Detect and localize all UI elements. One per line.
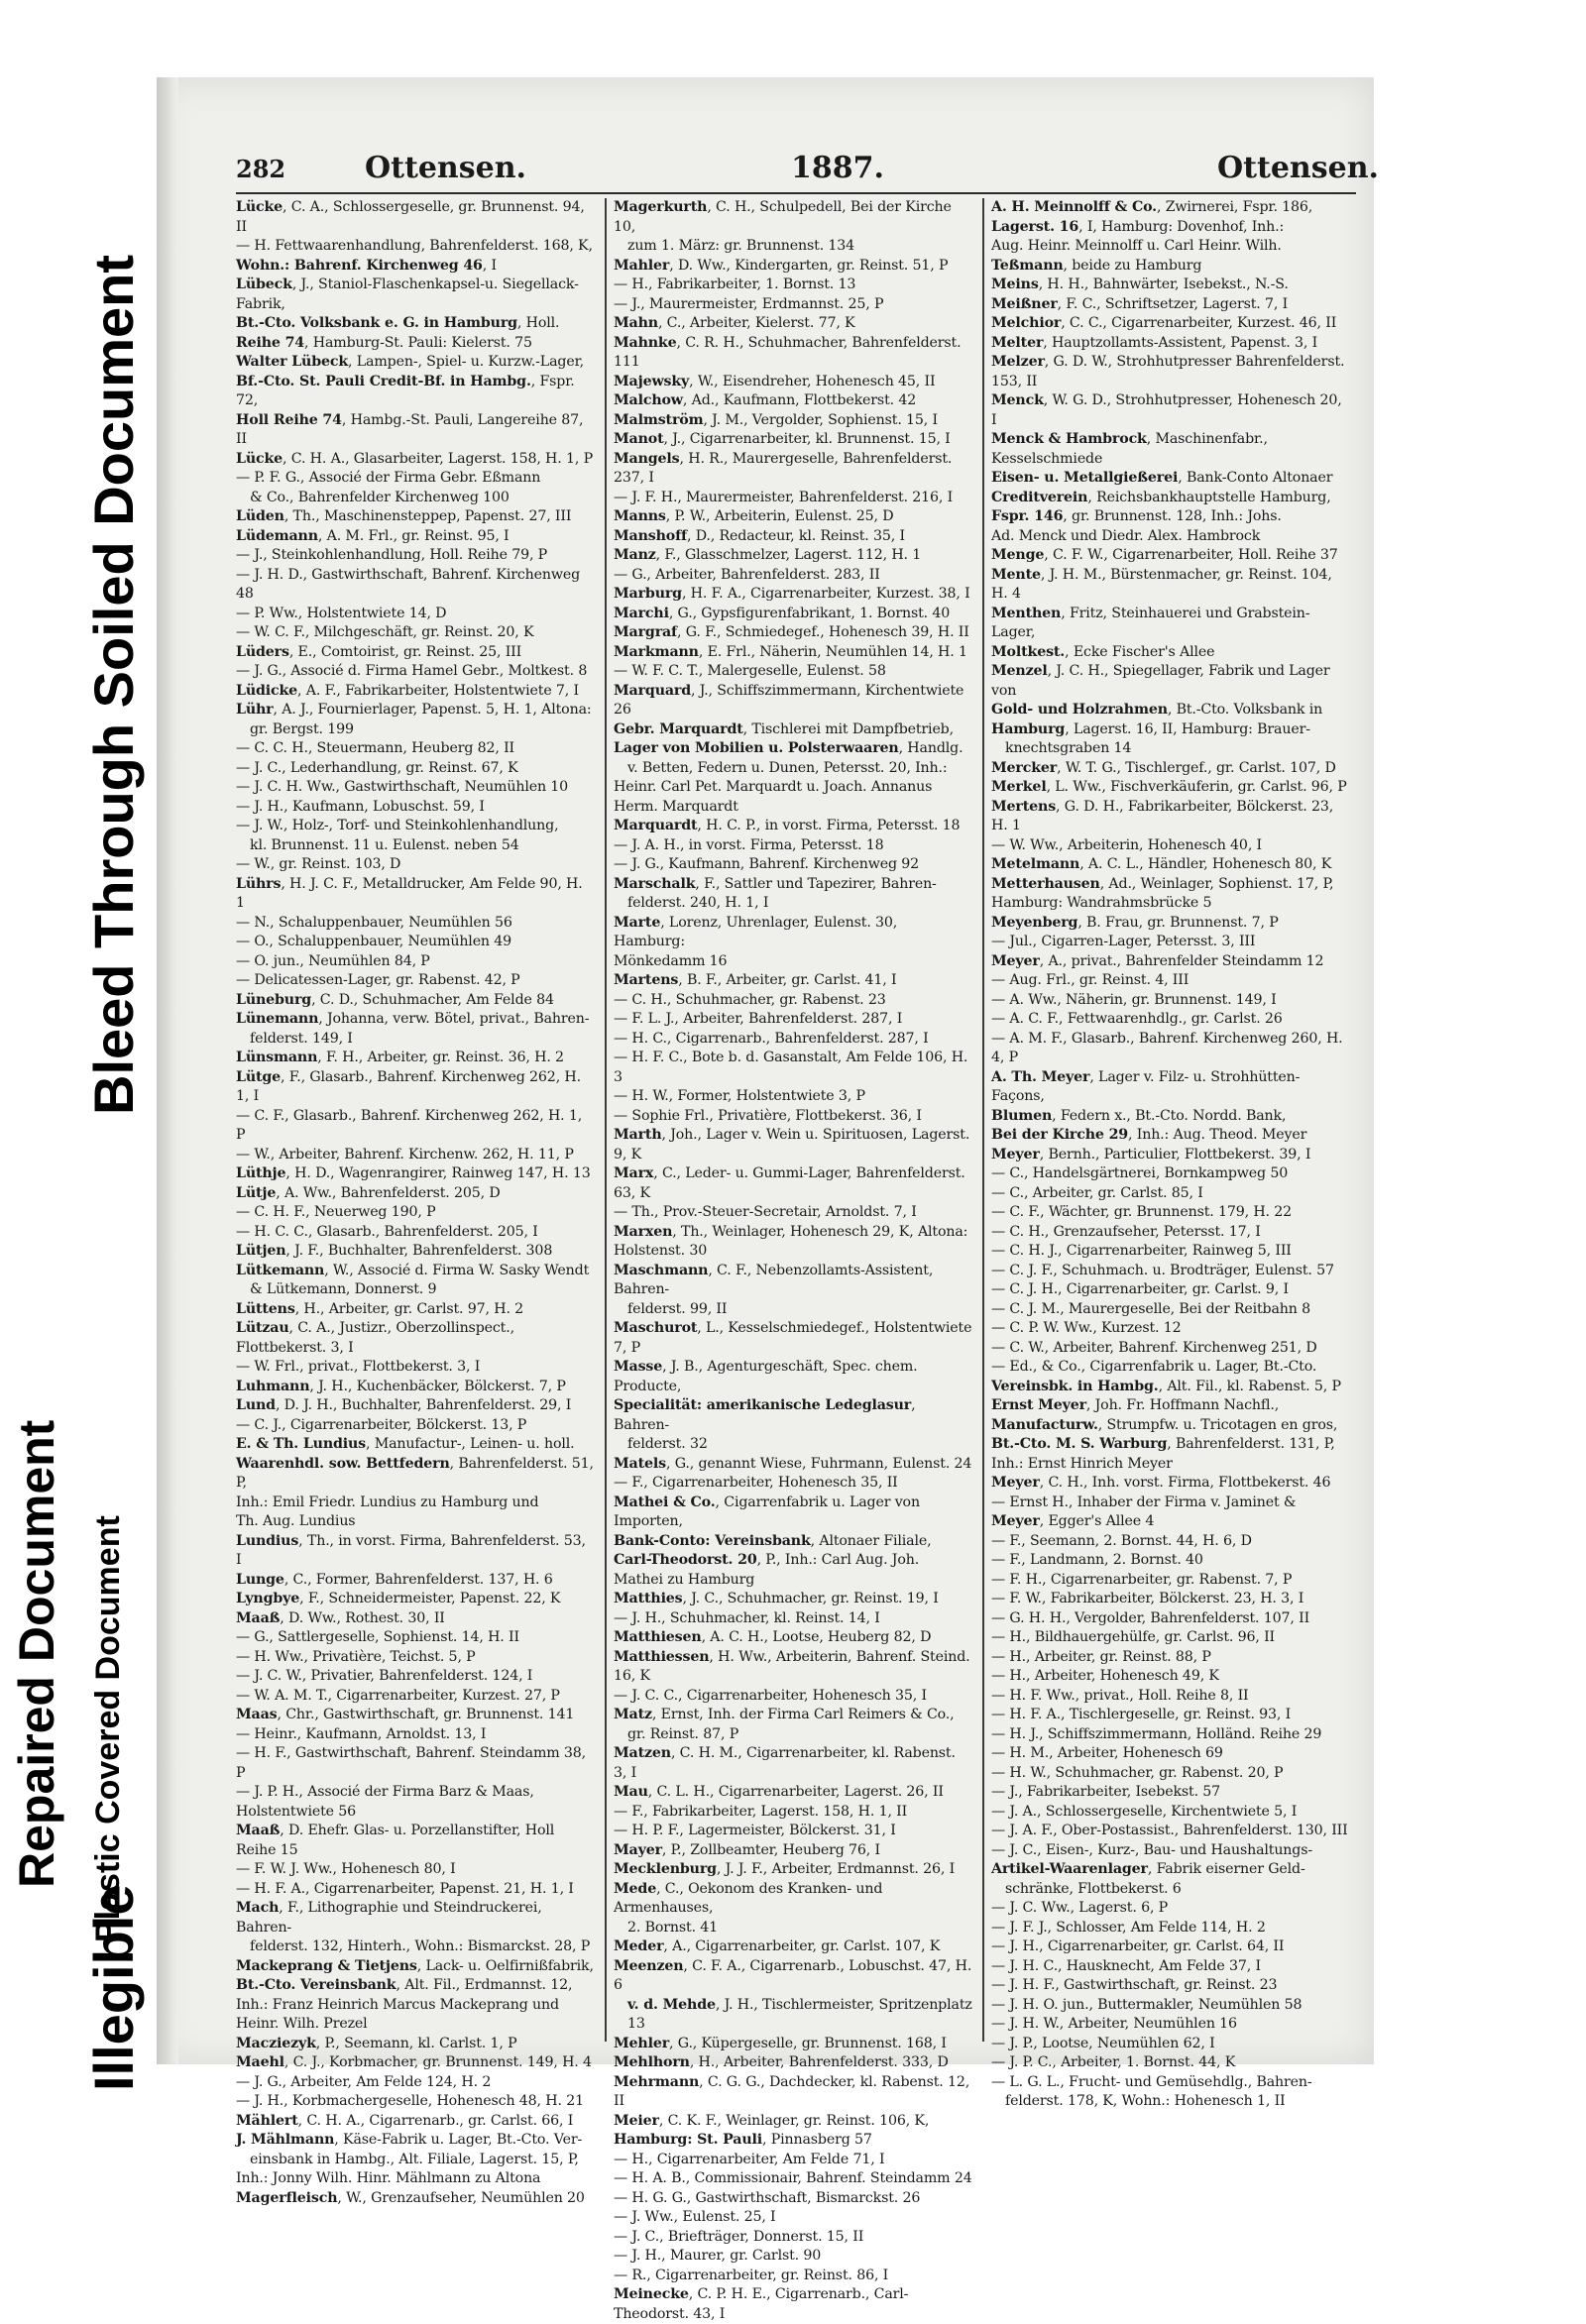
directory-entry-line: J. Mählmann, Käse-Fabrik u. Lager, Bt.-Cto. Ver- (236, 2132, 583, 2148)
directory-entry-line: — J. H. O. jun., Buttermakler, Neumühlen 58 (991, 1996, 1303, 2013)
directory-entry-line: Marquardt, H. C. P., in vorst. Firma, Petersst. 18 (614, 818, 961, 833)
directory-entry-line: Marth, Joh., Lager v. Wein u. Spirituosen, Lagerst. 9, K (614, 1127, 970, 1162)
directory-entry-line: — H., Cigarrenarbeiter, Am Felde 71, I (614, 2151, 885, 2167)
directory-entry-line: Lüdemann, A. M. Frl., gr. Reinst. 95, I (236, 527, 510, 544)
directory-entry-line: 2. Bornst. 41 (627, 1919, 719, 1936)
directory-entry-line: — J. P., Lootse, Neumühlen 62, I (991, 2035, 1215, 2051)
directory-entry-line: Lüneburg, C. D., Schuhmacher, Am Felde 84 (236, 991, 554, 1008)
directory-entry-line: — J. C., Eisen-, Kurz-, Bau- und Haushaltungs- (991, 1841, 1313, 1858)
directory-entry-line: — H. A. B., Commissionair, Bahrenf. Steindamm 24 (614, 2170, 972, 2186)
directory-entry-line: Mathei zu Hamburg (614, 1571, 755, 1588)
directory-entry-line: Manufacturw., Strumpfw. u. Tricotagen en gros, (991, 1416, 1338, 1433)
directory-entry-line: Magerkurth, C. H., Schulpedell, Bei der Kirche 10, (614, 199, 952, 235)
directory-entry-line: — H. C., Cigarrenarb., Bahrenfelderst. 287, I (614, 1030, 929, 1047)
directory-entry-line: Luhmann, J. H., Kuchenbäcker, Bölckerst. 7, P (236, 1378, 566, 1394)
directory-entry-line: — J. C. W., Privatier, Bahrenfelderst. 124, I (236, 1668, 533, 1684)
directory-entry-line: Marx, C., Leder- u. Gummi-Lager, Bahrenfelderst. 63, K (614, 1165, 965, 1201)
directory-entry-line: Metelmann, A. C. L., Händler, Hohenesch 80, K (991, 856, 1332, 872)
directory-entry-line: — A. C. F., Fettwaarenhdlg., gr. Carlst. 26 (991, 1011, 1283, 1027)
directory-entry-line: — F. H., Cigarrenarbeiter, gr. Rabenst. 7, P (991, 1571, 1293, 1588)
directory-entry-line: Meinecke, C. P. H. E., Cigarrenarb., Carl-Theodorst. 43, I (614, 2286, 909, 2322)
directory-entry-line: Herm. Marquardt (614, 798, 738, 815)
page-header (236, 143, 1379, 185)
directory-entry-line: — W., gr. Reinst. 103, D (236, 856, 401, 872)
directory-entry-line: Inh.: Franz Heinrich Marcus Mackeprang und (236, 1996, 559, 2013)
directory-entry-line: Marte, Lorenz, Uhrenlager, Eulenst. 30, Hamburg: (614, 914, 898, 949)
directory-entry-line: einsbank in Hambg., Alt. Filiale, Lagerst. 15, P, (250, 2151, 579, 2167)
directory-entry-line: Lyngbye, F., Schneidermeister, Papenst. 22, K (236, 1591, 561, 1606)
directory-entry-line: — J. H. F., Gastwirthschaft, gr. Reinst. 23 (991, 1977, 1278, 1993)
directory-entry-line: Lüdicke, A. F., Fabrikarbeiter, Holstentwiete 7, I (236, 682, 579, 699)
directory-entry-line: Melchior, C. C., Cigarrenarbeiter, Kurzest. 46, II (991, 315, 1337, 331)
directory-entry-line: Meyer, A., privat., Bahrenfelder Steindamm 12 (991, 952, 1324, 969)
directory-entry-line: Marchi, G., Gypsfigurenfabrikant, 1. Bornst. 40 (614, 605, 951, 621)
directory-entry-line: gr. Reinst. 87, P (627, 1725, 739, 1742)
directory-entry-line: Maaß, D. Ww., Rothest. 30, II (236, 1609, 445, 1626)
directory-entry-line: Mangels, H. R., Maurergeselle, Bahrenfelderst. 237, I (614, 450, 953, 486)
directory-entry-line: schränke, Flottbekerst. 6 (1005, 1880, 1182, 1897)
directory-entry-line: Carl-Theodorst. 20, P., Inh.: Carl Aug. Joh. (614, 1552, 920, 1568)
directory-entry-line: Lütkemann, W., Associé d. Firma W. Sasky Wendt (236, 1262, 590, 1278)
directory-entry-line: Bank-Conto: Vereinsbank, Altonaer Filiale, (614, 1532, 932, 1549)
directory-entry-line: & Co., Bahrenfelder Kirchenweg 100 (250, 489, 510, 505)
directory-entry-line: Lühr, A. J., Fournierlager, Papenst. 5, H. 1, Altona: (236, 702, 592, 718)
directory-entry-line: — H., Bildhauergehülfe, gr. Carlst. 96, II (991, 1629, 1275, 1645)
directory-entry-line: Inh.: Emil Friedr. Lundius zu Hamburg und (236, 1494, 539, 1510)
directory-entry-line: Holstentwiete 56 (236, 1803, 357, 1820)
directory-entry-line: — C. P. W. Ww., Kurzest. 12 (991, 1320, 1182, 1336)
directory-entry-line: — H. J., Schiffszimmermann, Holländ. Reihe 29 (991, 1725, 1322, 1742)
directory-entry-line: Meyer, Egger's Allee 4 (991, 1513, 1155, 1529)
directory-entry-line: Masse, J. B., Agenturgeschäft, Spec. chem. Producte, (614, 1359, 918, 1394)
directory-entry-line: Meyer, C. H., Inh. vorst. Firma, Flottbekerst. 46 (991, 1475, 1331, 1491)
scanned-page (157, 77, 1379, 2322)
directory-entry-line: — F., Seemann, 2. Bornst. 44, H. 6, D (991, 1532, 1252, 1549)
directory-entry-line: v. Betten, Federn u. Dunen, Petersst. 20, Inh.: (627, 759, 948, 776)
directory-entry-line: Th. Aug. Lundius (236, 1513, 356, 1529)
directory-entry-line: — W. A. M. T., Cigarrenarbeiter, Kurzest. 27, P (236, 1687, 560, 1704)
directory-entry-line: & Lütkemann, Donnerst. 9 (250, 1281, 437, 1297)
header-left-title: Ottensen. (365, 151, 526, 185)
directory-entry-line: — J. H., Maurer, gr. Carlst. 90 (614, 2248, 822, 2264)
directory-entry-line: Margraf, G. F., Schmiedegef., Hohenesch 39, H. II (614, 624, 969, 640)
directory-entry-line: Lüden, Th., Maschinensteppер, Papenst. 27, III (236, 508, 572, 524)
directory-entry-line: Menge, C. F. W., Cigarrenarbeiter, Holl. Reihe 37 (991, 547, 1338, 563)
directory-entry-line: Macziezyk, P., Seemann, kl. Carlst. 1, P (236, 2035, 517, 2051)
directory-entry-line: — W. F. C. T., Malergeselle, Eulenst. 58 (614, 663, 886, 679)
directory-entry-line: Meißner, F. C., Schriftsetzer, Lagerst. 7, I (991, 295, 1289, 312)
directory-entry-line: Melzer, G. D. W., Strohhutpresser Bahrenfelderst. 153, II (991, 354, 1345, 389)
directory-entry-line: Lunge, C., Former, Bahrenfelderst. 137, H. 6 (236, 1571, 553, 1588)
header-year: 1887. (791, 151, 884, 185)
directory-entry-line: Meder, A., Cigarrenarbeiter, gr. Carlst. 107, K (614, 1938, 941, 1954)
directory-entry-line: v. d. Mehde, J. H., Tischlermeister, Spritzenplatz 13 (627, 1996, 972, 2032)
directory-entry-line: Mach, F., Lithographie und Steindruckerei, Bahren- (236, 1900, 542, 1936)
directory-entry-line: Maaß, D. Ehefr. Glas- u. Porzellanstifter, Holl Reihe 15 (236, 1823, 555, 1858)
directory-entry-line: Blumen, Federn x., Bt.-Cto. Nordd. Bank, (991, 1107, 1287, 1124)
directory-entry-line: — H., Arbeiter, gr. Reinst. 88, P (991, 1648, 1211, 1665)
directory-entry-line: — H. F. A., Cigarrenarbeiter, Papenst. 21, H. 1, I (236, 1880, 574, 1897)
directory-entry-line: — J. H. D., Gastwirthschaft, Bahrenf. Kirchenweg 48 (236, 566, 581, 602)
directory-entry-line: Fspr. 146, gr. Brunnenst. 128, Inh.: Johs. (991, 508, 1282, 524)
directory-entry-line: Mecklenburg, J. J. F., Arbeiter, Erdmannst. 26, I (614, 1861, 956, 1877)
directory-entry-line: — F., Landmann, 2. Bornst. 40 (991, 1552, 1203, 1568)
directory-entry-line: Lütge, F., Glasarb., Bahrenf. Kirchenweg 262, H. 1, I (236, 1068, 581, 1104)
directory-entry-line: Mehler, G., Küpergeselle, gr. Brunnenst. 168, I (614, 2035, 947, 2051)
directory-entry-line: — N., Schaluppenbauer, Neumühlen 56 (236, 914, 512, 931)
directory-entry-line: Maehl, C. J., Korbmacher, gr. Brunnenst. 149, H. 4 (236, 2054, 592, 2070)
directory-entry-line: Lünsmann, F. H., Arbeiter, gr. Reinst. 36, H. 2 (236, 1050, 564, 1065)
directory-entry-line: Hamburg: St. Pauli, Pinnasberg 57 (614, 2132, 872, 2148)
page-binding-edge (157, 77, 178, 2064)
directory-entry-line: — C. H., Schuhmacher, gr. Rabenst. 23 (614, 991, 886, 1008)
directory-entry-line: — H. W., Schuhmacher, gr. Rabenst. 20, P (991, 1764, 1284, 1781)
directory-entry-line: Menzel, J. C. H., Spiegellager, Fabrik und Lager von (991, 663, 1330, 699)
directory-entry-line: — J. W., Holz-, Torf- und Steinkohlenhandlung, (236, 818, 559, 833)
directory-entry-line: Matels, G., genannt Wiese, Fuhrmann, Eulenst. 24 (614, 1455, 972, 1472)
directory-entry-line: Vereinsbk. in Hambg., Alt. Fil., kl. Rabenst. 5, P (991, 1378, 1341, 1394)
directory-entry-line: Lundius, Th., in vorst. Firma, Bahrenfelderst. 53, I (236, 1532, 586, 1568)
directory-entry-line: Gebr. Marquardt, Tischlerei mit Dampfbetrieb, (614, 720, 954, 737)
directory-entry-line: Artikel-Waarenlager, Fabrik eiserner Geld- (991, 1861, 1305, 1877)
directory-entry-line: Lücke, C. H. A., Glasarbeiter, Lagerst. 158, H. 1, P (236, 450, 593, 467)
directory-entry-line: — C., Arbeiter, gr. Carlst. 85, I (991, 1184, 1203, 1201)
directory-entry-line: — H. C. C., Glasarb., Bahrenfelderst. 205, I (236, 1223, 538, 1240)
directory-entry-line: — J. Ww., Eulenst. 25, I (614, 2209, 776, 2225)
directory-entry-line: Holstenst. 30 (614, 1243, 708, 1259)
header-right-title: Ottensen. (1217, 151, 1379, 185)
label-plastic-covered-document: Plastic Covered Document (89, 1515, 127, 1942)
directory-entry-line: — J. H., Korbmachergeselle, Hohenesch 48, H. 21 (236, 2093, 584, 2109)
directory-entry-line: felderst. 132, Hinterh., Wohn.: Bismarckst. 28, P (250, 1938, 591, 1954)
directory-entry-line: Lücke, C. A., Schlossergeselle, gr. Brunnenst. 94, II (236, 199, 585, 235)
directory-entry-line: felderst. 240, H. 1, I (627, 895, 769, 911)
directory-entry-line: — F. L. J., Arbeiter, Bahrenfelderst. 287, I (614, 1011, 903, 1027)
directory-entry-line: A. H. Meinnolff & Co., Zwirnerei, Fspr. 186, (991, 199, 1313, 215)
directory-entry-line: — O. jun., Neumühlen 84, P (236, 952, 430, 969)
directory-entry-line: Lünemann, Johanna, verw. Bötel, privat., Bahren- (236, 1011, 590, 1027)
directory-entry-line: — L. G. L., Frucht- und Gemüsehdlg., Bahren- (991, 2073, 1312, 2090)
directory-entry-line: — J. A. F., Ober-Postassist., Bahrenfelderst. 130, III (991, 1823, 1348, 1838)
directory-entry-line: — F., Fabrikarbeiter, Lagerst. 158, H. 1, II (614, 1803, 908, 1820)
directory-entry-line: kl. Brunnenst. 11 u. Eulenst. neben 54 (250, 836, 519, 853)
directory-entry-line: Mahnke, C. R. H., Schuhmacher, Bahrenfelderst. 111 (614, 334, 962, 370)
directory-entry-line: — H. Fettwaarenhandlung, Bahrenfelderst. 168, K, (236, 238, 593, 254)
directory-entry-line: Mayer, P., Zollbeamter, Heuberg 76, I (614, 1841, 880, 1858)
directory-entry-line: — C., Handelsgärtnerei, Bornkampweg 50 (991, 1165, 1289, 1181)
directory-entry-line: — H. W., Former, Holstentwiete 3, P (614, 1088, 865, 1104)
column-divider (605, 198, 607, 2042)
directory-entry-line: Marquard, J., Schiffszimmermann, Kirchentwiete 26 (614, 682, 964, 718)
directory-column-1 (236, 198, 595, 2206)
directory-entry-line: Walter Lübeck, Lampen-, Spiel- u. Kurzw.-Lager, (236, 354, 584, 370)
directory-entry-line: — H. F. Ww., privat., Holl. Reihe 8, II (991, 1687, 1249, 1704)
directory-entry-line: — J. F. H., Maurermeister, Bahrenfelderst. 216, I (614, 489, 954, 505)
directory-entry-line: — H. P. F., Lagermeister, Bölckerst. 31, I (614, 1823, 896, 1838)
directory-entry-line: Inh.: Jonny Wilh. Hinr. Mählmann zu Altona (236, 2170, 541, 2186)
directory-entry-line: Maschmann, C. F., Nebenzollamts-Assistent, Bahren- (614, 1262, 934, 1297)
directory-entry-line: — Th., Prov.-Steuer-Secretair, Arnoldst. 7, I (614, 1204, 917, 1220)
directory-entry-line: Meier, C. K. F., Weinlager, gr. Reinst. 106, K, (614, 2112, 930, 2129)
directory-column-3 (991, 198, 1350, 2109)
directory-entry-line: — C. F., Glasarb., Bahrenf. Kirchenweg 262, H. 1, P (236, 1107, 583, 1143)
directory-entry-line: — G., Arbeiter, Bahrenfelderst. 283, II (614, 566, 880, 583)
directory-entry-line: — J. C. Ww., Lagerst. 6, P (991, 1900, 1169, 1916)
directory-entry-line: — F. W., Fabrikarbeiter, Bölckerst. 23, H. 3, I (991, 1591, 1304, 1606)
directory-entry-line: Malmström, J. M., Vergolder, Sophienst. 15, I (614, 411, 938, 428)
directory-entry-line: Lüthje, H. D., Wagenrangirer, Rainweg 147, H. 13 (236, 1165, 591, 1181)
directory-entry-line: — C. J. H., Cigarrenarbeiter, gr. Carlst. 9, I (991, 1281, 1289, 1297)
directory-entry-line: Manshoff, D., Redacteur, kl. Reinst. 35, I (614, 527, 905, 544)
directory-entry-line: — P. F. G., Associé der Firma Gebr. Eßmann (236, 470, 541, 486)
directory-entry-line: Specialität: amerikanische Ledeglasur, Bahren- (614, 1397, 916, 1433)
directory-entry-line: Bf.-Cto. St. Pauli Credit-Bf. in Hambg., Fspr. 72, (236, 373, 575, 408)
directory-entry-line: — H. M., Arbeiter, Hohenesch 69 (991, 1745, 1223, 1761)
directory-entry-line: — J. P. H., Associé der Firma Barz & Maas, (236, 1784, 534, 1800)
directory-entry-line: — P. Ww., Holstentwiete 14, D (236, 605, 447, 621)
directory-entry-line: — J. P. C., Arbeiter, 1. Bornst. 44, K (991, 2054, 1236, 2070)
directory-entry-line: Marxen, Th., Weinlager, Hohenesch 29, K, Altona: (614, 1223, 968, 1240)
directory-entry-line: — C. J., Cigarrenarbeiter, Bölckerst. 13, P (236, 1416, 527, 1433)
directory-entry-line: Heinr. Carl Pet. Marquardt u. Joach. Annanus (614, 779, 933, 795)
directory-entry-line: — J. C. C., Cigarrenarbeiter, Hohenesch 35, I (614, 1687, 927, 1704)
directory-entry-line: Magerfleisch, W., Grenzaufseher, Neumühlen 20 (236, 2189, 585, 2206)
directory-entry-line: — J. G., Arbeiter, Am Felde 124, H. 2 (236, 2073, 492, 2090)
directory-entry-line: — J. C., Briefträger, Donnerst. 15, II (614, 2228, 864, 2245)
directory-entry-line: Lagerst. 16, I, Hamburg: Dovenhof, Inh.: (991, 218, 1285, 235)
directory-entry-line: Mente, J. H. M., Bürstenmacher, gr. Reinst. 104, H. 4 (991, 566, 1332, 602)
directory-entry-line: Majewsky, W., Eisendreher, Hohenesch 45, II (614, 373, 936, 389)
directory-entry-line: — H. F., Gastwirthschaft, Bahrenf. Steindamm 38, P (236, 1745, 587, 1781)
directory-entry-line: Mackeprang & Tietjens, Lack- u. Oelfirnißfabrik, (236, 1957, 594, 1974)
directory-entry-line: Matthiessen, H. Ww., Arbeiterin, Bahrenf. Steind. 16, K (614, 1648, 970, 1684)
directory-entry-line: knechtsgraben 14 (1005, 740, 1132, 756)
directory-entry-line: Menthen, Fritz, Steinhauerei und Grabstein-Lager, (991, 605, 1310, 640)
directory-entry-line: Moltkest., Ecke Fischer's Allee (991, 643, 1215, 660)
directory-entry-line: — Ernst H., Inhaber der Firma v. Jaminet & (991, 1494, 1297, 1510)
page-number: 282 (236, 155, 286, 183)
column-divider (982, 198, 984, 2042)
directory-entry-line: — G., Sattlergeselle, Sophienst. 14, H. II (236, 1629, 519, 1645)
directory-entry-line: felderst. 32 (627, 1436, 708, 1452)
directory-entry-line: Metterhausen, Ad., Weinlager, Sophienst. 17, P, (991, 875, 1334, 892)
directory-entry-line: Mehlhorn, H., Arbeiter, Bahrenfelderst. 333, D (614, 2054, 949, 2070)
directory-entry-line: Meins, H. H., Bahnwärter, Isebekst., N.-S. (991, 277, 1289, 292)
directory-entry-line: felderst. 99, II (627, 1300, 728, 1317)
directory-entry-line: Bei der Kirche 29, Inh.: Aug. Theod. Meyer (991, 1127, 1307, 1143)
directory-entry-line: — Aug. Frl., gr. Reinst. 4, III (991, 972, 1190, 988)
directory-entry-line: Hamburg, Lagerst. 16, II, Hamburg: Brauer- (991, 720, 1310, 737)
directory-entry-line: Heinr. Wilh. Prezel (236, 2016, 368, 2032)
directory-entry-line: — J. C., Lederhandlung, gr. Reinst. 67, K (236, 759, 518, 776)
directory-entry-line: Lützau, C. A., Justizr., Oberzollinspect., Flottbekerst. 3, I (236, 1320, 514, 1356)
directory-entry-line: Reihe 74, Hamburg-St. Pauli: Kielerst. 75 (236, 334, 532, 351)
directory-entry-line: — A. M. F., Glasarb., Bahrenf. Kirchenweg 260, H. 4, P (991, 1030, 1343, 1065)
directory-entry-line: — C. J. F., Schuhmach. u. Brodträger, Eulenst. 57 (991, 1262, 1334, 1278)
directory-entry-line: Mertens, G. D. H., Fabrikarbeiter, Bölckerst. 23, H. 1 (991, 798, 1334, 833)
directory-entry-line: Malchow, Ad., Kaufmann, Flottbekerst. 42 (614, 392, 917, 408)
directory-entry-line: — Delicatessen-Lager, gr. Rabenst. 42, P (236, 972, 520, 988)
header-rule (236, 192, 1356, 194)
directory-entry-line: zum 1. März: gr. Brunnenst. 134 (627, 238, 855, 254)
directory-entry-line: Merkel, L. Ww., Fischverkäuferin, gr. Carlst. 96, P (991, 779, 1347, 795)
directory-entry-line: — C. F., Wächter, gr. Brunnenst. 179, H. 22 (991, 1204, 1293, 1220)
directory-entry-line: Mönkedamm 16 (614, 952, 728, 969)
directory-entry-line: Teßmann, beide zu Hamburg (991, 257, 1202, 274)
directory-entry-line: Manot, J., Cigarrenarbeiter, kl. Brunnenst. 15, I (614, 431, 951, 447)
directory-entry-line: — W. Ww., Arbeiterin, Hohenesch 40, I (991, 836, 1262, 853)
directory-entry-line: Creditverein, Reichsbankhauptstelle Hamburg, (991, 489, 1331, 505)
directory-entry-line: — J. A. H., in vorst. Firma, Petersst. 18 (614, 836, 884, 853)
directory-entry-line: — Ed., & Co., Cigarrenfabrik u. Lager, Bt.-Cto. (991, 1359, 1317, 1375)
directory-entry-line: — O., Schaluppenbauer, Neumühlen 49 (236, 934, 512, 949)
directory-entry-line: — H., Arbeiter, Hohenesch 49, K (991, 1668, 1219, 1684)
label-illegible: Illegible (82, 1884, 145, 2091)
directory-entry-line: — J. C. H. Ww., Gastwirthschaft, Neumühlen 10 (236, 779, 569, 795)
directory-entry-line: — J. H. C., Hausknecht, Am Felde 37, I (991, 1957, 1261, 1974)
directory-entry-line: — Sophie Frl., Privatière, Flottbekerst. 36, I (614, 1107, 922, 1124)
directory-entry-line: Eisen- u. Metallgießerei, Bank-Conto Altonaer (991, 470, 1333, 486)
directory-entry-line: Bt.-Cto. M. S. Warburg, Bahrenfelderst. 131, P, (991, 1436, 1335, 1452)
directory-entry-line: Lütjen, J. F., Buchhalter, Bahrenfelderst. 308 (236, 1243, 553, 1259)
directory-entry-line: Matzen, C. H. M., Cigarrenarbeiter, kl. Rabenst. 3, I (614, 1745, 956, 1781)
directory-entry-line: Holl Reihe 74, Hambg.-St. Pauli, Langereihe 87, II (236, 411, 584, 447)
directory-entry-line: — F. W. J. Ww., Hohenesch 80, I (236, 1861, 456, 1877)
directory-entry-line: Marburg, H. F. A., Cigarrenarbeiter, Kurzest. 38, I (614, 586, 970, 602)
directory-entry-line: Lund, D. J. H., Buchhalter, Bahrenfelderst. 29, I (236, 1397, 572, 1413)
directory-entry-line: — H. F. A., Tischlergeselle, gr. Reinst. 93, I (991, 1707, 1292, 1722)
directory-entry-line: — Heinr., Kaufmann, Arnoldst. 13, I (236, 1725, 487, 1742)
directory-entry-line: Ad. Menck und Diedr. Alex. Hambrock (991, 527, 1261, 544)
directory-entry-line: — J. A., Schlossergeselle, Kirchentwiete 5, I (991, 1803, 1298, 1820)
directory-entry-line: Bt.-Cto. Vereinsbank, Alt. Fil., Erdmannst. 12, (236, 1977, 573, 1993)
directory-entry-line: A. Th. Meyer, Lager v. Filz- u. Strohhütten-Façons, (991, 1068, 1301, 1104)
directory-entry-line: Mau, C. L. H., Cigarrenarbeiter, Lagerst. 26, II (614, 1784, 944, 1800)
directory-entry-line: — C. H. J., Cigarrenarbeiter, Rainweg 5, III (991, 1243, 1292, 1259)
directory-entry-line: Mathei & Co., Cigarrenfabrik u. Lager von Importen, (614, 1494, 920, 1529)
directory-columns (236, 198, 1356, 2322)
directory-entry-line: — J. G., Kaufmann, Bahrenf. Kirchenweg 92 (614, 856, 919, 872)
directory-entry-line: — C. W., Arbeiter, Bahrenf. Kirchenweg 251, D (991, 1339, 1317, 1356)
directory-entry-line: — J. H., Schuhmacher, kl. Reinst. 14, I (614, 1609, 880, 1626)
directory-entry-line: Mahler, D. Ww., Kindergarten, gr. Reinst. 51, P (614, 257, 949, 274)
directory-entry-line: Meyer, Bernh., Particulier, Flottbekerst. 39, I (991, 1146, 1311, 1162)
directory-entry-line: Inh.: Ernst Hinrich Meyer (991, 1455, 1173, 1472)
directory-entry-line: Lührs, H. J. C. F., Metalldrucker, Am Felde 90, H. 1 (236, 875, 583, 911)
directory-column-2 (614, 198, 972, 2322)
directory-entry-line: — J. F. J., Schlosser, Am Felde 114, H. 2 (991, 1919, 1266, 1936)
directory-entry-line: — C. H. F., Neuerweg 190, P (236, 1204, 436, 1220)
directory-entry-line: Marschalk, F., Sattler und Tapezirer, Bahren- (614, 875, 937, 892)
directory-entry-line: E. & Th. Lundius, Manufactur-, Leinen- u. holl. (236, 1436, 575, 1452)
directory-entry-line: — J. H., Kaufmann, Lobuschst. 59, I (236, 798, 485, 815)
directory-entry-line: — R., Cigarrenarbeiter, gr. Reinst. 86, I (614, 2267, 889, 2283)
directory-entry-line: Mercker, W. T. G., Tischlergef., gr. Carlst. 107, D (991, 759, 1336, 776)
directory-entry-line: — C. H., Grenzaufseher, Petersst. 17, I (991, 1223, 1261, 1240)
directory-entry-line: — H. F. C., Bote b. d. Gasanstalt, Am Felde 106, H. 3 (614, 1050, 968, 1085)
directory-entry-line: Maas, Chr., Gastwirthschaft, gr. Brunnenst. 141 (236, 1707, 575, 1722)
directory-entry-line: Gold- und Holzrahmen, Bt.-Cto. Volksbank in (991, 702, 1323, 718)
directory-entry-line: Lager von Mobilien u. Polsterwaaren, Handlg. (614, 740, 963, 756)
directory-entry-line: Markmann, E. Frl., Näherin, Neumühlen 14, H. 1 (614, 643, 967, 660)
directory-entry-line: Maschurot, L., Kesselschmiedegef., Holstentwiete 7, P (614, 1320, 972, 1356)
directory-entry-line: felderst. 178, K, Wohn.: Hohenesch 1, II (1005, 2093, 1286, 2109)
directory-entry-line: — H., Fabrikarbeiter, 1. Bornst. 13 (614, 277, 856, 292)
directory-entry-line: gr. Bergst. 199 (250, 720, 354, 737)
side-label-strip (0, 0, 149, 2158)
directory-entry-line: Lüders, E., Comtoirist, gr. Reinst. 25, III (236, 643, 522, 660)
directory-entry-line: Waarenhdl. sow. Bettfedern, Bahrenfelderst. 51, P, (236, 1455, 594, 1491)
directory-entry-line: Menck, W. G. D., Strohhutpresser, Hohenesch 20, I (991, 392, 1342, 428)
directory-entry-line: — H. Ww., Privatière, Teichst. 5, P (236, 1648, 476, 1665)
directory-entry-line: Mede, C., Oekonom des Kranken- und Armenhauses, (614, 1880, 883, 1916)
directory-entry-line: — W., Arbeiter, Bahrenf. Kirchenw. 262, H. 11, P (236, 1146, 574, 1162)
directory-entry-line: — J., Steinkohlenhandlung, Holl. Reihe 79, P (236, 547, 548, 563)
directory-entry-line: Meenzen, C. F. A., Cigarrenarb., Lobuschst. 47, H. 6 (614, 1957, 972, 1993)
directory-entry-line: Lütje, A. Ww., Bahrenfelderst. 205, D (236, 1184, 501, 1201)
directory-entry-line: — Jul., Cigarren-Lager, Petersst. 3, III (991, 934, 1256, 949)
directory-entry-line: Matthiesen, A. C. H., Lootse, Heuberg 82, D (614, 1629, 932, 1645)
directory-entry-line: Lüttens, H., Arbeiter, gr. Carlst. 97, H. 2 (236, 1300, 524, 1317)
directory-entry-line: Mählert, C. H. A., Cigarrenarb., gr. Carlst. 66, I (236, 2112, 574, 2129)
label-repaired-document: Repaired Document (9, 1419, 64, 1888)
directory-entry-line: Martens, B. F., Arbeiter, gr. Carlst. 41, I (614, 972, 897, 988)
directory-entry-line: Hamburg: Wandrahmsbrücke 5 (991, 895, 1212, 911)
directory-entry-line: Aug. Heinr. Meinnolff u. Carl Heinr. Wilh. (991, 238, 1282, 254)
directory-entry-line: Manz, F., Glasschmelzer, Lagerst. 112, H. 1 (614, 547, 922, 563)
directory-entry-line: Ernst Meyer, Joh. Fr. Hoffmann Nachfl., (991, 1397, 1280, 1413)
directory-entry-line: — G. H. H., Vergolder, Bahrenfelderst. 107, II (991, 1609, 1310, 1626)
directory-entry-line: Mehrmann, C. G. G., Dachdecker, kl. Rabenst. 12, II (614, 2073, 970, 2109)
directory-entry-line: — W. Frl., privat., Flottbekerst. 3, I (236, 1359, 481, 1375)
directory-entry-line: — F., Cigarrenarbeiter, Hohenesch 35, II (614, 1475, 898, 1491)
directory-entry-line: Menck & Hambrock, Maschinenfabr., Kesselschmiede (991, 431, 1268, 467)
directory-entry-line: — J., Fabrikarbeiter, Isebekst. 57 (991, 1784, 1221, 1800)
directory-entry-line: — W. C. F., Milchgeschäft, gr. Reinst. 20, K (236, 624, 534, 640)
directory-entry-line: — H. G. G., Gastwirthschaft, Bismarckst. 26 (614, 2189, 921, 2206)
directory-entry-line: felderst. 149, I (250, 1030, 353, 1047)
directory-entry-line: — J., Maurermeister, Erdmannst. 25, P (614, 295, 884, 312)
directory-entry-line: Manns, P. W., Arbeiterin, Eulenst. 25, D (614, 508, 894, 524)
directory-entry-line: — J. H., Cigarrenarbeiter, gr. Carlst. 64, II (991, 1938, 1285, 1954)
directory-entry-line: Matz, Ernst, Inh. der Firma Carl Reimers & Co., (614, 1707, 955, 1722)
label-bleed-through-soiled-document: Bleed Through Soiled Document (82, 254, 145, 1115)
directory-entry-line: — J. G., Associé d. Firma Hamel Gebr., Moltkest. 8 (236, 663, 588, 679)
directory-entry-line: — A. Ww., Näherin, gr. Brunnenst. 149, I (991, 991, 1277, 1008)
directory-entry-line: Mahn, C., Arbeiter, Kielerst. 77, K (614, 315, 855, 331)
directory-entry-line: Wohn.: Bahrenf. Kirchenweg 46, I (236, 257, 497, 274)
directory-entry-line: Matthies, J. C., Schuhmacher, gr. Reinst. 19, I (614, 1591, 939, 1606)
directory-entry-line: Lübeck, J., Staniol-Flaschenkapsel-u. Siegellack-Fabrik, (236, 277, 579, 312)
directory-entry-line: — C. C. H., Steuermann, Heuberg 82, II (236, 740, 515, 756)
directory-entry-line: Melter, Hauptzollamts-Assistent, Papenst. 3, I (991, 334, 1318, 351)
directory-entry-line: Meyenberg, B. Frau, gr. Brunnenst. 7, P (991, 914, 1279, 931)
directory-entry-line: Bt.-Cto. Volksbank e. G. in Hamburg, Holl. (236, 315, 560, 331)
directory-entry-line: — J. H. W., Arbeiter, Neumühlen 16 (991, 2016, 1237, 2032)
directory-entry-line: — C. J. M., Maurergeselle, Bei der Reitbahn 8 (991, 1300, 1311, 1317)
